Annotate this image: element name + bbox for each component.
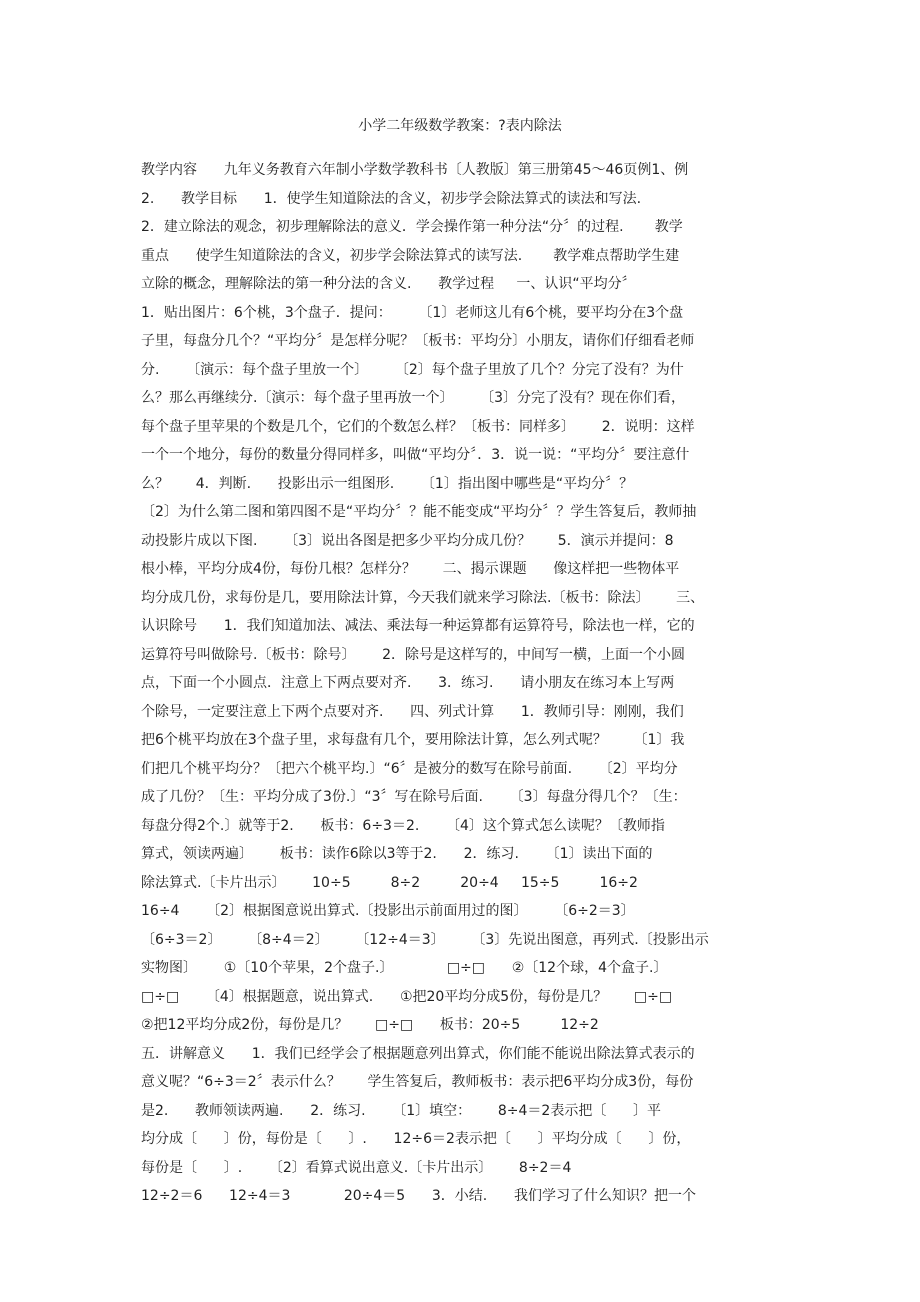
body-line: 立除的概念，理解除法的第一种分法的含义. 教学过程 一、认识“平均分〞 (141, 276, 636, 292)
body-line: 均分成几份，求每份是几，要用除法计算，今天我们就来学习除法.〔板书：除法〕 三、 (141, 589, 705, 606)
body-line: 认识除号 1．我们知道加法、减法、乘法每一种运算都有运算符号，除法也一样，它的 (141, 618, 695, 634)
body-line: 每盘分得2个.〕就等于2. 板书：6÷3＝2. 〔4〕这个算式怎么读呢？〔教师指 (141, 817, 665, 834)
body-line: 是2. 教师领读两遍. 2．练习. 〔1〕填空： 8÷4＝2表示把〔 〕平 (141, 1102, 662, 1119)
body-line: 算式，领读两遍〕 板书：读作6除以3等于2. 2．练习. 〔1〕读出下面的 (141, 846, 653, 862)
body-line: 〔2〕为什么第二图和第四图不是“平均分〞？能不能变成“平均分〞？学生答复后，教师抽 (141, 504, 697, 520)
body-line: 每个盘子里苹果的个数是几个，它们的个数怎么样？〔板书：同样多〕 2．说明：这样 (141, 418, 695, 435)
body-line: 教学内容 九年义务教育六年制小学数学教科书〔人教版〕第三册第45～46页例1、例 (141, 162, 689, 178)
body-line: 2. 教学目标 1．使学生知道除法的含义，初步学会除法算式的读法和写法. (141, 190, 642, 207)
body-line: 一个一个地分，每份的数量分得同样多，叫做“平均分〞．3．说一说：“平均分〞要注意什 (141, 447, 690, 463)
body-line: 1．贴出图片：6个桃，3个盘子．提问： 〔1〕老师这儿有6个桃，要平均分在3个盘 (141, 304, 684, 321)
body-line: 点，下面一个小圆点．注意上下两点要对齐. 3．练习. 请小朋友在练习本上写两 (141, 675, 675, 691)
body-line: 16÷4 〔2〕根据图意说出算式.〔投影出示前面用过的图〕 〔6÷2＝3〕 (141, 903, 635, 919)
body-line: □÷□ 〔4〕根据题意，说出算式. ①把20平均分成5份，每份是几？ □÷□ (141, 988, 673, 1005)
body-line: 分. 〔演示：每个盘子里放一个〕 〔2〕每个盘子里放了几个？分完了没有？为什 (141, 361, 684, 378)
body-line: ②把12平均分成2份，每份是几？ □÷□ 板书：20÷5 12÷2 (141, 1017, 599, 1033)
body-line: 么？ 4．判断. 投影出示一组图形. 〔1〕指出图中哪些是“平均分〞？ (141, 475, 634, 492)
document-title: 小学二年级数学教案：?表内除法 (358, 118, 562, 134)
body-line: 们把几个桃平均分？〔把六个桃平均.〕“6〞是被分的数写在除号前面. 〔2〕平均分 (141, 760, 678, 777)
body-line: 动投影片成以下图. 〔3〕说出各图是把多少平均分成几份？ 5．演示并提问：8 (141, 532, 674, 549)
body-line: 个除号，一定要注意上下两个点要对齐. 四、列式计算 1．教师引导：刚刚，我们 (141, 703, 684, 720)
body-line: 五．讲解意义 1．我们已经学会了根据题意列出算式，你们能不能说出除法算式表示的 (141, 1045, 695, 1062)
body-line: 把6个桃平均放在3个盘子里，求每盘有几个，要用除法计算，怎么列式呢？ 〔1〕我 (141, 732, 685, 748)
body-line: 每份是〔 〕. 〔2〕看算式说出意义.〔卡片出示〕 8÷2＝4 (141, 1159, 572, 1176)
body-line: 均分成〔 〕份，每份是〔 〕. 12÷6＝2表示把〔 〕平均分成〔 〕份， (141, 1131, 691, 1147)
body-line: 12÷2＝6 12÷4＝3 20÷4＝5 3．小结. 我们学习了什么知识？把一个 (141, 1188, 696, 1204)
body-line: 么？那么再继续分.〔演示：每个盘子里再放一个〕 〔3〕分完了没有？现在你们看， (141, 390, 686, 406)
body-line: 子里，每盘分几个？“平均分〞是怎样分呢？〔板书：平均分〕小朋友，请你们仔细看老师 (141, 333, 695, 349)
document-body (141, 156, 781, 1211)
body-line: 除法算式.〔卡片出示〕 10÷5 8÷2 20÷4 15÷5 16÷2 (141, 874, 638, 891)
body-line: 2．建立除法的观念，初步理解除法的意义．学会操作第一种分法“分〞的过程. 教学 (141, 219, 683, 235)
body-line: 根小棒，平均分成4份，每份几根？怎样分？ 二、揭示课题 像这样把一些物体平 (141, 561, 680, 577)
body-line: 运算符号叫做除号.〔板书：除号〕 2．除号是这样写的，中间写一横，上面一个小圆 (141, 646, 686, 663)
body-line: 成了几份？〔生：平均分成了3份.〕“3〞写在除号后面. 〔3〕每盘分得几个？〔生： (141, 789, 687, 805)
body-line: 〔6÷3＝2〕 〔8÷4＝2〕 〔12÷4＝3〕 〔3〕先说出图意，再列式.〔投影出示 (141, 931, 709, 948)
body-line: 实物图〕 ①〔10个苹果，2个盘子.〕 □÷□ ②〔12个球，4个盒子.〕 (141, 960, 668, 976)
body-line: 重点 使学生知道除法的含义，初步学会除法算式的读写法. 教学难点帮助学生建 (141, 247, 680, 264)
body-line: 意义呢？“6÷3＝2〞表示什么？ 学生答复后，教师板书：表示把6平均分成3份，每份 (141, 1074, 694, 1090)
